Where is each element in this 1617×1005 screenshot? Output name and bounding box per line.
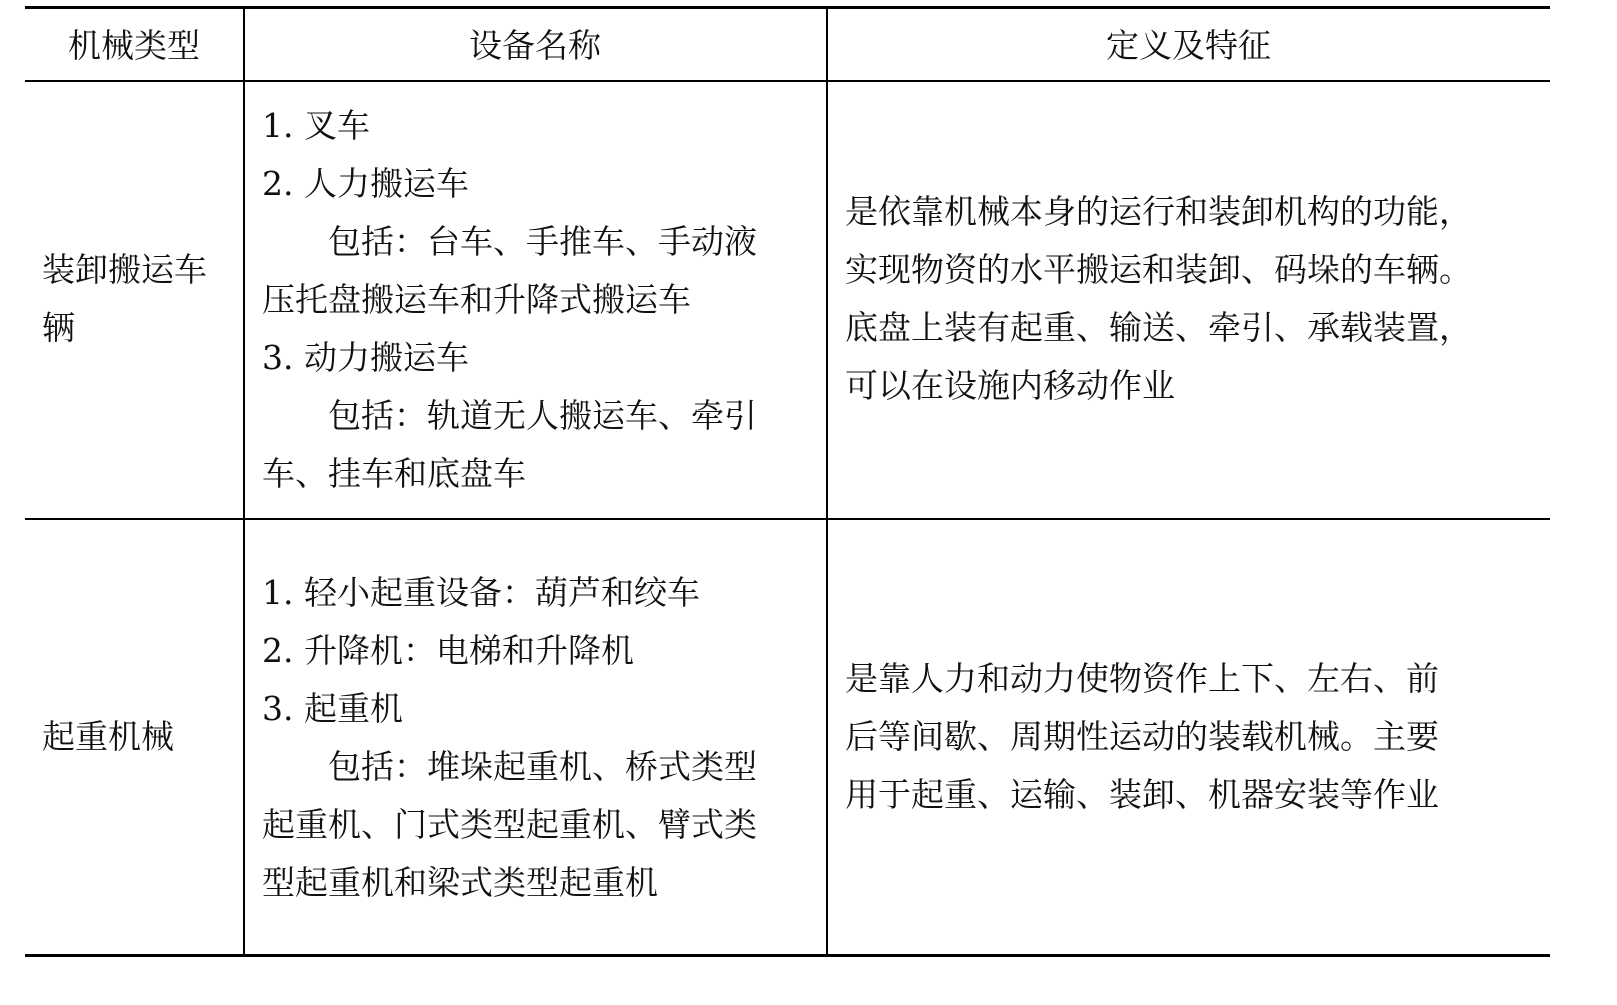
device-line: 包括：轨道无人搬运车、牵引 [262,396,757,435]
header-equipment-name: 设备名称 [469,26,601,65]
device-line: 包括：堆垛起重机、桥式类型 [262,747,757,786]
device-line: 1. 叉车 [262,106,370,145]
header-definition: 定义及特征 [1106,26,1271,65]
definition-line: 底盘上装有起重、输送、牵引、承载装置， [845,308,1472,347]
column-divider-2 [826,6,828,957]
definition-line: 实现物资的水平搬运和装卸、码垛的车辆。 [845,250,1472,289]
category-line: 装卸搬运车 [42,250,207,289]
table-row-2-devices [262,564,822,912]
device-line: 3. 起重机 [262,689,403,728]
device-line: 型起重机和梁式类型起重机 [262,863,658,902]
row-divider [25,518,1550,520]
category-line: 起重机械 [42,717,174,756]
device-line: 包括：台车、手推车、手动液 [262,222,757,261]
device-line: 1. 轻小起重设备：葫芦和绞车 [262,573,700,612]
device-line: 起重机、门式类型起重机、臂式类 [262,805,757,844]
device-line: 2. 人力搬运车 [262,164,469,203]
header-machine-type: 机械类型 [68,26,200,65]
equipment-table [25,6,1550,958]
table-row-2-definition [845,650,1545,824]
definition-line: 后等间歇、周期性运动的装载机械。主要 [845,717,1439,756]
device-line: 3. 动力搬运车 [262,338,469,377]
category-line: 辆 [42,308,75,347]
device-line: 2. 升降机：电梯和升降机 [262,631,634,670]
table-row-1-category [42,241,242,357]
column-divider-1 [243,6,245,957]
table-row-2-category [42,708,242,766]
definition-line: 用于起重、运输、装卸、机器安装等作业 [845,775,1439,814]
device-line: 车、挂车和底盘车 [262,454,526,493]
device-line: 压托盘搬运车和升降式搬运车 [262,280,691,319]
table-row-1-definition [845,183,1545,415]
definition-line: 是依靠机械本身的运行和装卸机构的功能， [845,192,1472,231]
definition-line: 是靠人力和动力使物资作上下、左右、前 [845,659,1439,698]
table-bottom-rule [25,954,1550,957]
table-row-1-devices [262,97,822,503]
definition-line: 可以在设施内移动作业 [845,366,1175,405]
